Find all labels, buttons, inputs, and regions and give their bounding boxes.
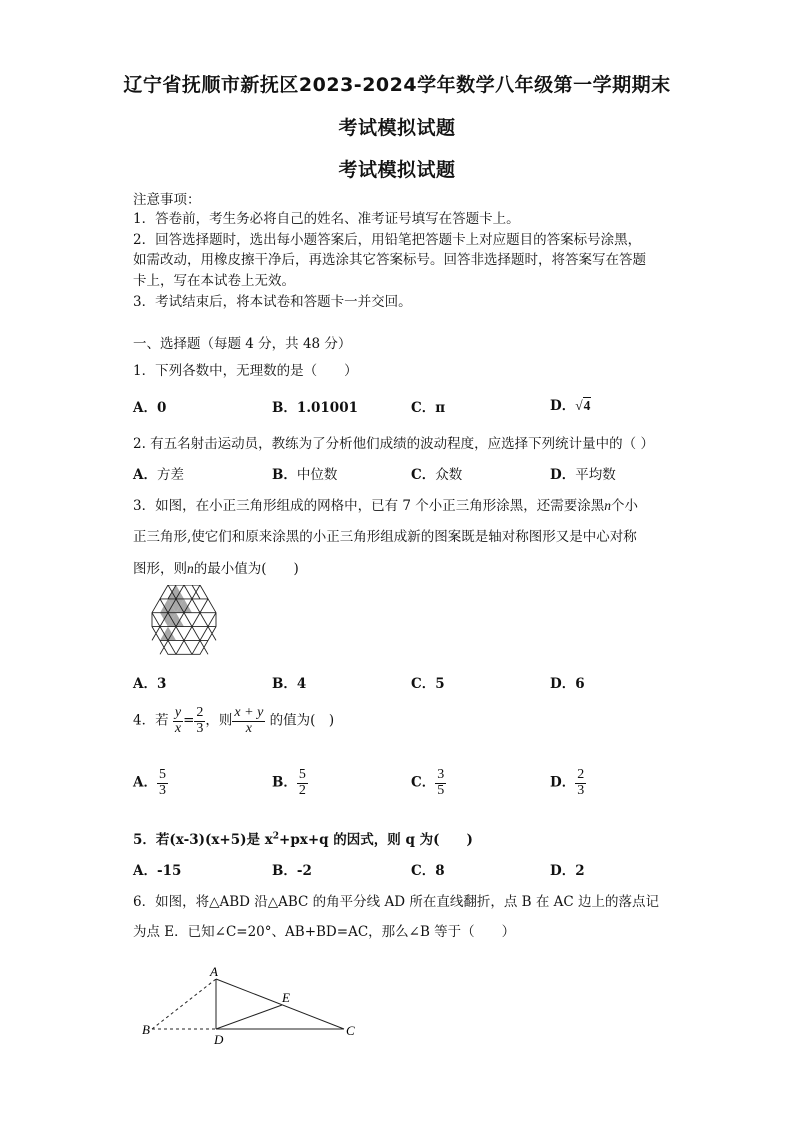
question-2-option-d: D．平均数	[550, 467, 616, 483]
question-3-option-c: C．5	[411, 676, 445, 692]
question-4-stem: 4．若 $\frac{y}{x}$ = $\frac{2}{3}$ ，则 $\frac{x + y}{x}$ 的值为( )	[133, 705, 335, 736]
question-3-stem-line3: 图形，则n的最小值为( )	[133, 561, 299, 577]
question-5-option-d: D．2	[550, 863, 585, 879]
page-title: 辽宁省抚顺市新抚区2023-2024学年数学八年级第一学期期末	[123, 74, 671, 96]
page-subtitle-repeat: 考试模拟试题	[338, 159, 456, 181]
fraction-2-over-3: $\frac{2}{3}$	[196, 705, 204, 736]
question-2-option-a: A．方差	[133, 467, 184, 483]
question-4-option-d: D． $\frac{2}{3}$	[550, 767, 585, 798]
question-5-option-b: B．-2	[272, 863, 312, 879]
question-3-stem-line1: 3．如图，在小正三角形组成的网格中，已有 7 个小正三角形涂黑，还需要涂黑n个小	[133, 498, 639, 514]
question-2-option-c: C．众数	[411, 467, 463, 483]
question-1-option-a: A．0	[133, 400, 167, 416]
question-1-stem: 1．下列各数中，无理数的是（ ）	[133, 363, 358, 379]
fraction-y-over-x: $\frac{y}{x}$	[174, 705, 182, 736]
triangle-fold-figure	[138, 962, 368, 1048]
question-3-stem-line2: 正三角形,使它们和原来涂黑的小正三角形组成新的图案既是轴对称图形又是中心对称	[133, 529, 637, 545]
question-6-stem-line1: 6．如图，将△ABD 沿△ABC 的角平分线 AD 所在直线翻折，点 B 在 AC 边上的落点记	[133, 894, 659, 910]
notice-item-1: 1．答卷前，考生务必将自己的姓名、准考证号填写在答题卡上。	[133, 211, 520, 227]
grid-lines	[152, 585, 216, 654]
question-4-option-c: C． $\frac{3}{5}$	[411, 767, 445, 798]
question-4-option-b: B． $\frac{5}{2}$	[272, 767, 306, 798]
question-4-option-a: A． $\frac{5}{3}$	[133, 767, 166, 798]
notice-item-2a: 2．回答选择题时，选出每小题答案后，用铅笔把答题卡上对应题目的答案标号涂黑，	[133, 232, 642, 248]
notice-heading: 注意事项：	[133, 192, 201, 208]
label-e: E	[282, 990, 290, 1005]
triangle-grid-figure	[145, 585, 225, 659]
section-heading: 一、选择题（每题 4 分，共 48 分）	[133, 336, 352, 352]
notice-item-2b: 如需改动，用橡皮擦干净后，再选涂其它答案标号。回答非选择题时，将答案写在答题	[133, 252, 646, 268]
question-3-option-a: A．3	[133, 676, 167, 692]
question-5-stem: 5．若(x-3)(x+5)是 $x^2+px+q$ 的因式，则 q 为( )	[133, 831, 473, 848]
question-3-option-d: D．6	[550, 676, 585, 692]
sqrt-symbol: √4	[575, 398, 591, 413]
question-5-option-a: A．-15	[133, 863, 182, 879]
question-3-option-b: B．4	[272, 676, 307, 692]
label-b: B	[142, 1022, 150, 1037]
notice-item-3: 3．考试结束后，将本试卷和答题卡一并交回。	[133, 294, 412, 310]
fraction-xy-over-x: $\frac{x + y}{x}$	[234, 705, 264, 736]
question-2-option-b: B．中位数	[272, 467, 338, 483]
notice-item-2c: 卡上，写在本试卷上无效。	[133, 273, 295, 289]
question-6-stem-line2: 为点 E．已知∠C=20°、AB+BD=AC，那么∠B 等于（ ）	[133, 924, 516, 940]
question-1-option-c: C．π	[411, 400, 446, 416]
label-c: C	[346, 1023, 355, 1038]
page-subtitle: 考试模拟试题	[338, 117, 456, 139]
question-5-option-c: C．8	[411, 863, 445, 879]
label-a: A	[210, 964, 218, 979]
label-d: D	[214, 1032, 224, 1047]
question-1-option-d: D．√4	[550, 398, 591, 414]
question-1-option-b: B．1.01001	[272, 400, 358, 416]
question-2-stem: 2. 有五名射击运动员，教练为了分析他们成绩的波动程度，应选择下列统计量中的（ ）	[133, 436, 654, 452]
